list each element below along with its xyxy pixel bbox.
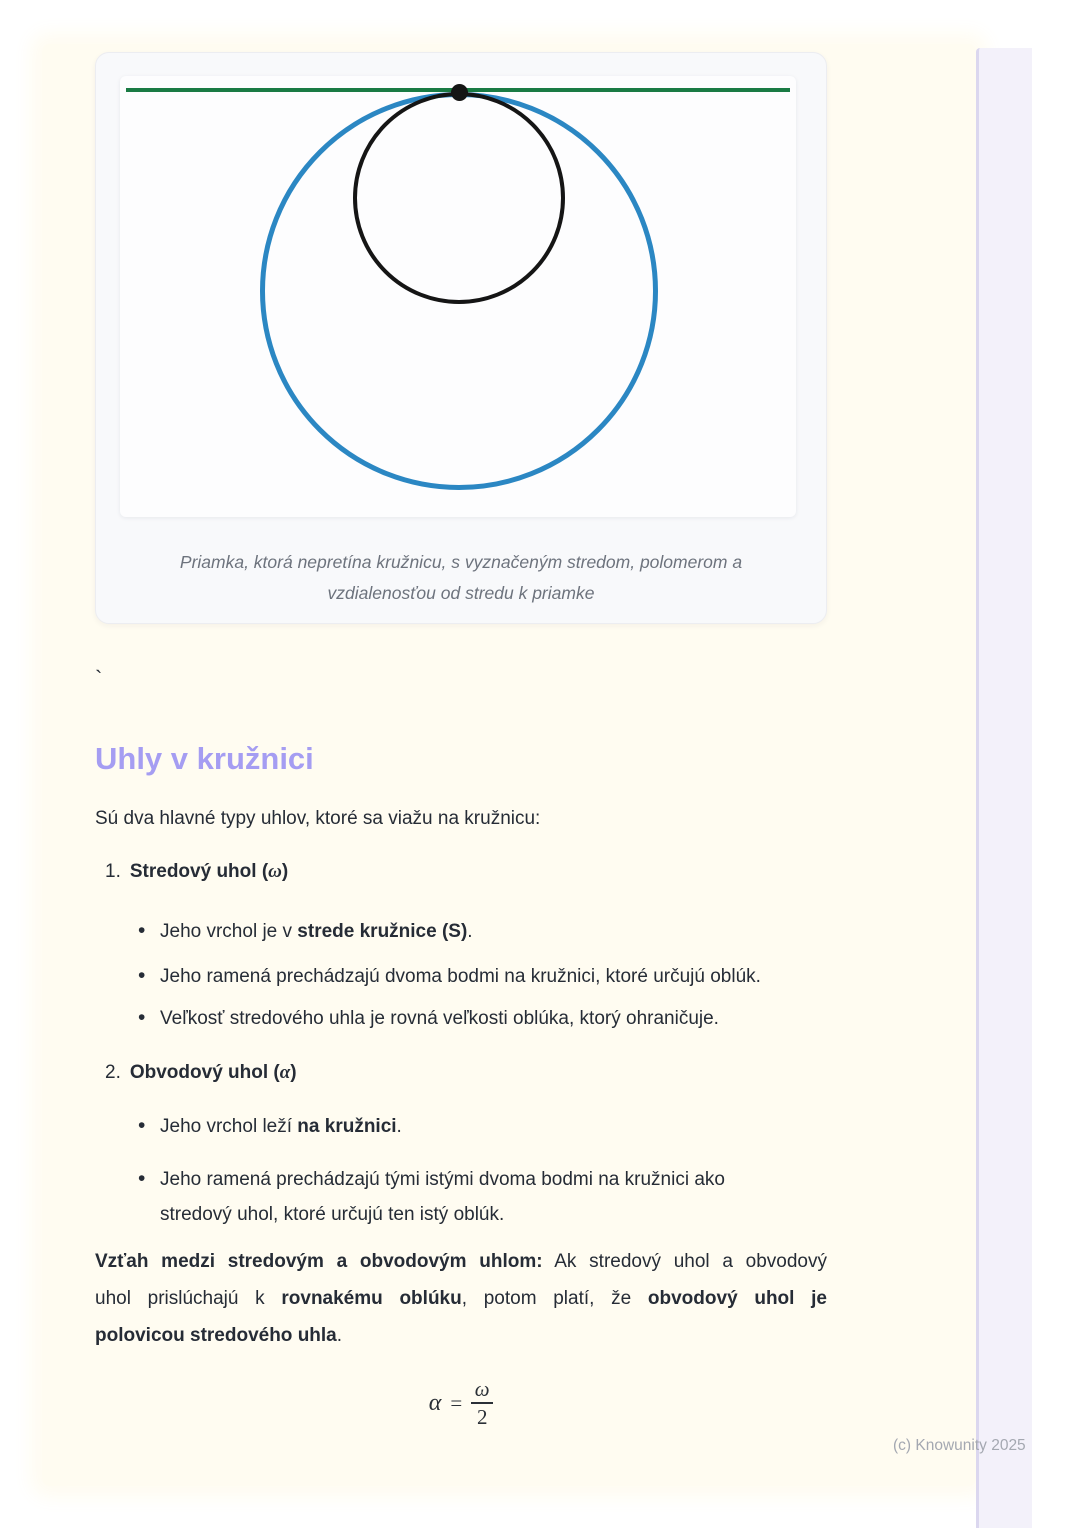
relation-paragraph-line1: Vzťah medzi stredovým a obvodovým uhlom: Ak stredový uhol a obvodový (95, 1251, 828, 1272)
stray-backtick: ` (95, 666, 103, 691)
relation-paragraph-line2: uhol prislúchajú k rovnakému oblúku, potom platí, že obvodový uhol je (95, 1288, 827, 1309)
geometry-diagram (120, 76, 796, 517)
list-item-1-title: 1. Stredový uhol (ω) (105, 861, 289, 882)
intro-paragraph: Sú dva hlavné typy uhlov, ktoré sa viažu na kružnicu: (95, 808, 541, 829)
list-item: • Jeho ramená prechádzajú dvoma bodmi na kružnici, ktoré určujú oblúk. (95, 962, 827, 992)
list-item: • Jeho vrchol leží na kružnici. (95, 1112, 827, 1142)
section-heading: Uhly v kružnici (95, 741, 314, 776)
list-item: • Veľkosť stredového uhla je rovná veľkosti oblúka, ktorý ohraničuje. (95, 1004, 827, 1034)
figure-caption-line2: vzdialenosťou od stredu k priamke (327, 583, 595, 603)
formula-denominator: 2 (476, 1405, 488, 1429)
formula-lhs: α (428, 1389, 442, 1416)
formula-equals: = (450, 1390, 463, 1415)
figure-card (95, 52, 827, 624)
list-item: • Jeho vrchol je v strede kružnice (S). (95, 917, 827, 947)
figure-caption (126, 547, 796, 609)
list-item-2-title: 2. Obvodový uhol (α) (105, 1062, 297, 1083)
list-item: • Jeho ramená prechádzajú tými istými dvoma bodmi na kružnici ako stredový uhol, ktoré určujú ten istý oblúk. (95, 1162, 827, 1232)
relation-paragraph-line3: polovicou stredového uhla. (95, 1325, 343, 1346)
formula-numerator: ω (474, 1377, 490, 1401)
diagram-point (451, 84, 468, 101)
formula-alpha-half-omega (95, 1376, 827, 1430)
copyright-watermark: (c) Knowunity 2025 (893, 1437, 1026, 1454)
fraction-bar (471, 1402, 493, 1404)
diagram-inner-circle (353, 92, 565, 304)
formula-fraction (471, 1378, 493, 1428)
scrollbar-track[interactable] (976, 48, 1032, 1528)
figure-caption-line1: Priamka, ktorá nepretína kružnicu, s vyznačeným stredom, polomerom a (179, 552, 743, 572)
